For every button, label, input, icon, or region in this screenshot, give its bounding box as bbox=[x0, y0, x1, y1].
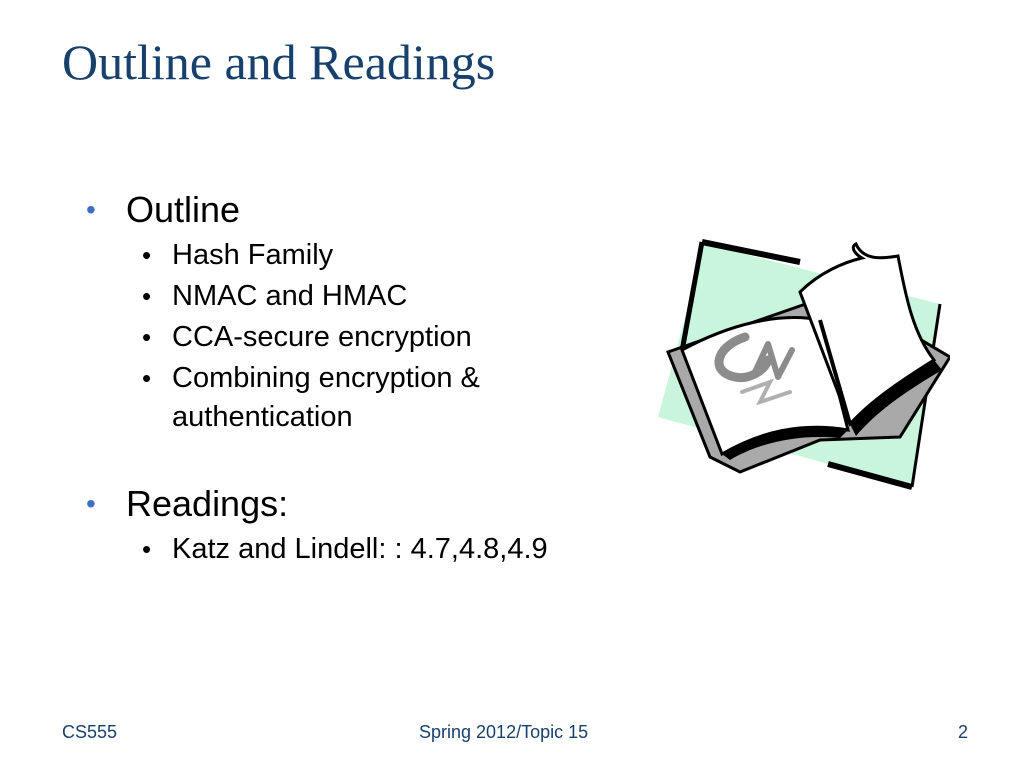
bullet-marker: • bbox=[142, 281, 152, 311]
open-book-icon bbox=[650, 232, 950, 494]
readings-item: Katz and Lindell: : 4.7,4.8,4.9 bbox=[172, 533, 548, 565]
bullet-marker: • bbox=[142, 363, 152, 393]
outline-item: NMAC and HMAC bbox=[172, 280, 408, 312]
outline-item: Hash Family bbox=[172, 239, 334, 271]
slide-title: Outline and Readings bbox=[62, 34, 496, 90]
footer-term: Spring 2012/Topic 15 bbox=[419, 722, 589, 742]
page-number: 2 bbox=[958, 722, 969, 742]
outline-item: Combining encryption & bbox=[172, 362, 480, 394]
outline-item: CCA-secure encryption bbox=[172, 321, 472, 353]
outline-heading: Outline bbox=[126, 189, 241, 230]
bullet-marker: • bbox=[86, 488, 96, 519]
bullet-marker: • bbox=[142, 534, 152, 564]
outline-item-continuation: authentication bbox=[172, 401, 353, 433]
readings-heading: Readings: bbox=[126, 483, 289, 524]
bullet-marker: • bbox=[86, 194, 96, 225]
footer-course: CS555 bbox=[62, 722, 118, 742]
bullet-marker: • bbox=[142, 240, 152, 270]
bullet-marker: • bbox=[142, 322, 152, 352]
